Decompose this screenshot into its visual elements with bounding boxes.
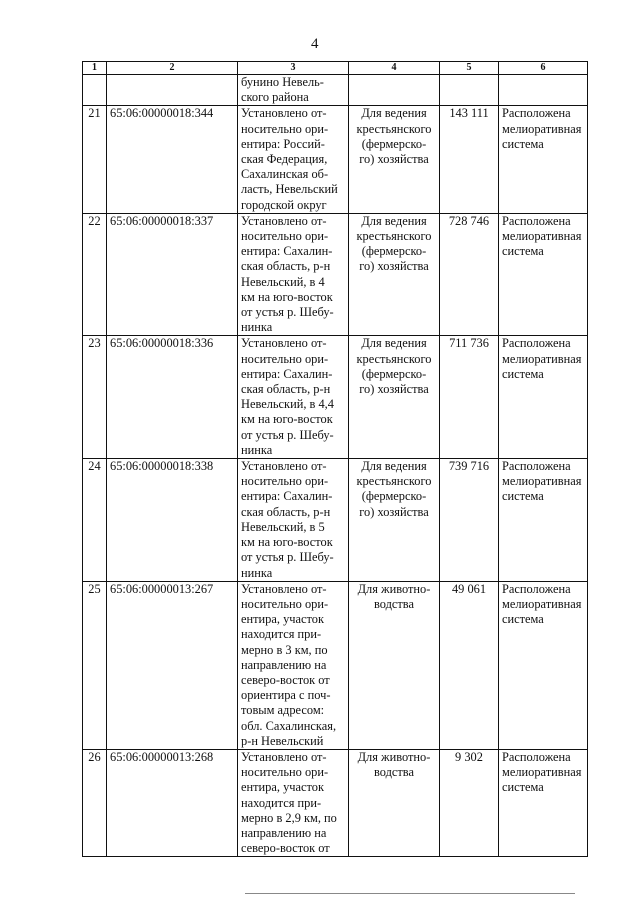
column-header-2: 2	[107, 62, 238, 75]
cadastral-number: 65:06:00000018:338	[107, 459, 238, 582]
permitted-use: Для ведения крестьянского (фермерско- го) хозяйства	[349, 336, 440, 459]
note: Расположена мелиоративная система	[499, 106, 588, 213]
cadastral-number: 65:06:00000018:336	[107, 336, 238, 459]
row-number: 24	[83, 459, 107, 582]
row-number: 23	[83, 336, 107, 459]
table-row	[83, 336, 588, 459]
row-number: 26	[83, 749, 107, 856]
permitted-use	[349, 75, 440, 106]
permitted-use: Для ведения крестьянского (фермерско- го) хозяйства	[349, 459, 440, 582]
row-number	[83, 75, 107, 106]
permitted-use: Для ведения крестьянского (фермерско- го) хозяйства	[349, 213, 440, 336]
note: Расположена мелиоративная система	[499, 581, 588, 749]
location-description: Установлено от- носительно ори- ентира: Россий- ская Федерация, Сахалинская об- ласть, Невельский городской округ	[238, 106, 349, 213]
cadastral-number: 65:06:00000013:268	[107, 749, 238, 856]
note: Расположена мелиоративная система	[499, 459, 588, 582]
row-number: 22	[83, 213, 107, 336]
table-row	[83, 106, 588, 213]
column-header-5: 5	[440, 62, 499, 75]
location-description: Установлено от- носительно ори- ентира: Сахалин- ская область, р-н Невельский, в 5 км на юго-восток от устья р. Шебу- нинка	[238, 459, 349, 582]
table-row	[83, 213, 588, 336]
plot-area: 9 302	[440, 749, 499, 856]
plot-area: 711 736	[440, 336, 499, 459]
cadastral-number: 65:06:00000018:337	[107, 213, 238, 336]
plot-area: 739 716	[440, 459, 499, 582]
cadastral-number: 65:06:00000018:344	[107, 106, 238, 213]
cadastral-number	[107, 75, 238, 106]
page-bottom-rule	[245, 893, 575, 894]
permitted-use: Для ведения крестьянского (фермерско- го) хозяйства	[349, 106, 440, 213]
land-plots-table	[82, 61, 588, 857]
note	[499, 75, 588, 106]
table-row	[83, 581, 588, 749]
column-header-6: 6	[499, 62, 588, 75]
location-description: Установлено от- носительно ори- ентира, участок находится при- мерно в 3 км, по направлению на северо-восток от ориентира с поч- товым адресом: обл. Сахалинская, р-н Невельский	[238, 581, 349, 749]
column-header-1: 1	[83, 62, 107, 75]
plot-area: 49 061	[440, 581, 499, 749]
permitted-use: Для животно- водства	[349, 749, 440, 856]
plot-area: 728 746	[440, 213, 499, 336]
row-number: 21	[83, 106, 107, 213]
permitted-use: Для животно- водства	[349, 581, 440, 749]
column-header-4: 4	[349, 62, 440, 75]
column-header-3: 3	[238, 62, 349, 75]
location-description: бунино Невель- ского района	[238, 75, 349, 106]
note: Расположена мелиоративная система	[499, 213, 588, 336]
location-description: Установлено от- носительно ори- ентира: Сахалин- ская область, р-н Невельский, в 4,4 км на юго-восток от устья р. Шебу- нинка	[238, 336, 349, 459]
location-description: Установлено от- носительно ори- ентира: Сахалин- ская область, р-н Невельский, в 4 км на юго-восток от устья р. Шебу- нинка	[238, 213, 349, 336]
plot-area: 143 111	[440, 106, 499, 213]
location-description: Установлено от- носительно ори- ентира, участок находится при- мерно в 2,9 км, по направлению на северо-восток от	[238, 749, 349, 856]
table-header-row	[83, 62, 588, 75]
table-row-continuation	[83, 75, 588, 106]
table-row	[83, 749, 588, 856]
page-number: 4	[311, 36, 319, 52]
row-number: 25	[83, 581, 107, 749]
table-row	[83, 459, 588, 582]
plot-area	[440, 75, 499, 106]
note: Расположена мелиоративная система	[499, 749, 588, 856]
note: Расположена мелиоративная система	[499, 336, 588, 459]
cadastral-number: 65:06:00000013:267	[107, 581, 238, 749]
